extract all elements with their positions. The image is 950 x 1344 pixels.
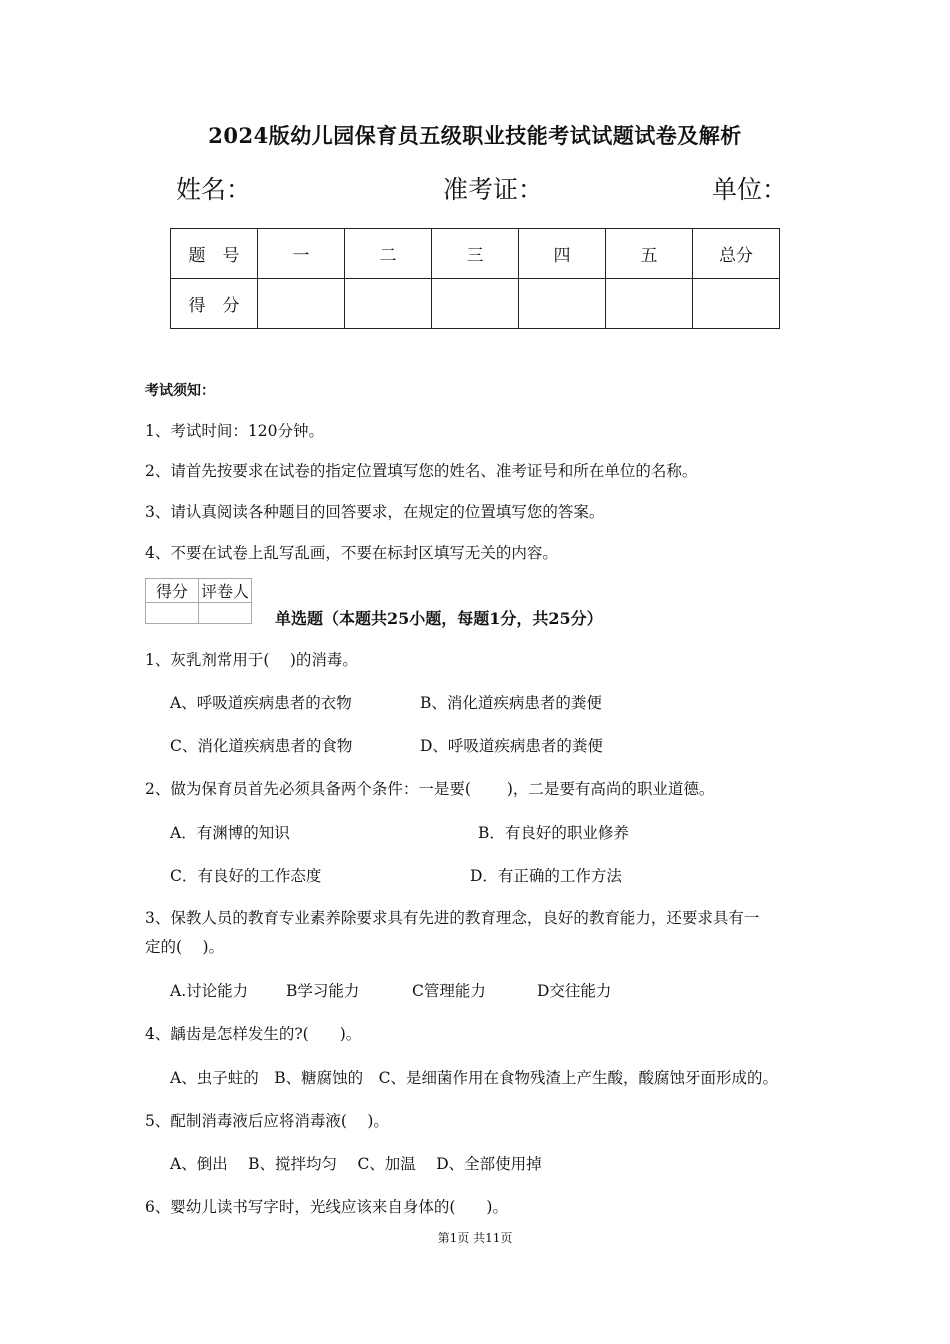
option-d: D．有正确的工作方法 — [470, 867, 622, 885]
score-cell[interactable] — [693, 279, 780, 329]
option-a: A、呼吸道疾病患者的衣物 — [170, 694, 352, 712]
score-header-cell: 三 — [432, 229, 519, 279]
option-c: C、消化道疾病患者的食物 — [170, 737, 353, 755]
question-stem: 1、灰乳剂常用于( )的消毒。 — [145, 651, 358, 669]
option-b: B学习能力 — [286, 982, 360, 1000]
question-stem: 4、龋齿是怎样发生的?( )。 — [145, 1025, 362, 1043]
option-b: B、消化道疾病患者的粪便 — [420, 694, 602, 712]
option-c: C．有良好的工作态度 — [170, 867, 322, 885]
score-row-label: 得 分 — [171, 279, 258, 329]
grader-reviewer-cell[interactable] — [199, 603, 252, 624]
question-stem: 5、配制消毒液后应将消毒液( )。 — [145, 1112, 389, 1130]
exam-id-field-label: 准考证： — [443, 175, 544, 204]
question-stem: 6、婴幼儿读书写字时，光线应该来自身体的( )。 — [145, 1198, 508, 1216]
section-heading: 单选题（本题共25小题，每题1分，共25分） — [275, 609, 603, 628]
page-footer: 第1页 共11页 — [437, 1231, 513, 1245]
notice-item: 2、请首先按要求在试卷的指定位置填写您的姓名、准考证号和所在单位的名称。 — [145, 462, 698, 480]
option-d: D、呼吸道疾病患者的粪便 — [420, 737, 603, 755]
question-stem: 2、做为保育员首先必须具备两个条件：一是要( )，二是要有高尚的职业道德。 — [145, 780, 715, 798]
notice-item: 4、不要在试卷上乱写乱画，不要在标封区填写无关的内容。 — [145, 544, 558, 562]
score-table-score-row — [171, 279, 780, 329]
grader-box — [145, 578, 252, 624]
score-cell[interactable] — [519, 279, 606, 329]
notice-item: 1、考试时间：120分钟。 — [145, 422, 324, 440]
score-header-cell: 总分 — [693, 229, 780, 279]
grader-reviewer-label: 评卷人 — [199, 579, 252, 603]
score-cell[interactable] — [258, 279, 345, 329]
name-field-label: 姓名： — [176, 175, 252, 204]
option-d: D交往能力 — [537, 982, 612, 1000]
option-a: A.讨论能力 — [170, 982, 249, 1000]
option-b: B．有良好的职业修养 — [478, 824, 629, 842]
score-cell[interactable] — [606, 279, 693, 329]
notice-item: 3、请认真阅读各种题目的回答要求，在规定的位置填写您的答案。 — [145, 503, 605, 521]
score-header-cell: 题 号 — [171, 229, 258, 279]
score-cell[interactable] — [432, 279, 519, 329]
grader-score-label: 得分 — [146, 579, 199, 603]
unit-field-label: 单位： — [712, 175, 788, 204]
question-stem: 3、保教人员的教育专业素养除要求具有先进的教育理念，良好的教育能力，还要求具有一 — [145, 909, 760, 927]
document-title: 2024版幼儿园保育员五级职业技能考试试题试卷及解析 — [208, 123, 742, 148]
grader-score-cell[interactable] — [146, 603, 199, 624]
option-c: C管理能力 — [412, 982, 486, 1000]
score-table — [170, 228, 780, 329]
score-header-cell: 一 — [258, 229, 345, 279]
question-options: A、虫子蛀的 B、糖腐蚀的 C、是细菌作用在食物残渣上产生酸，酸腐蚀牙面形成的。 — [170, 1069, 778, 1087]
score-cell[interactable] — [345, 279, 432, 329]
question-options: A、倒出 B、搅拌均匀 C、加温 D、全部使用掉 — [170, 1155, 542, 1173]
score-header-cell: 二 — [345, 229, 432, 279]
option-a: A．有渊博的知识 — [170, 824, 290, 842]
question-stem-continued: 定的( )。 — [145, 938, 225, 956]
score-header-cell: 四 — [519, 229, 606, 279]
notice-heading: 考试须知： — [145, 383, 215, 399]
score-header-cell: 五 — [606, 229, 693, 279]
score-table-header-row — [171, 229, 780, 279]
